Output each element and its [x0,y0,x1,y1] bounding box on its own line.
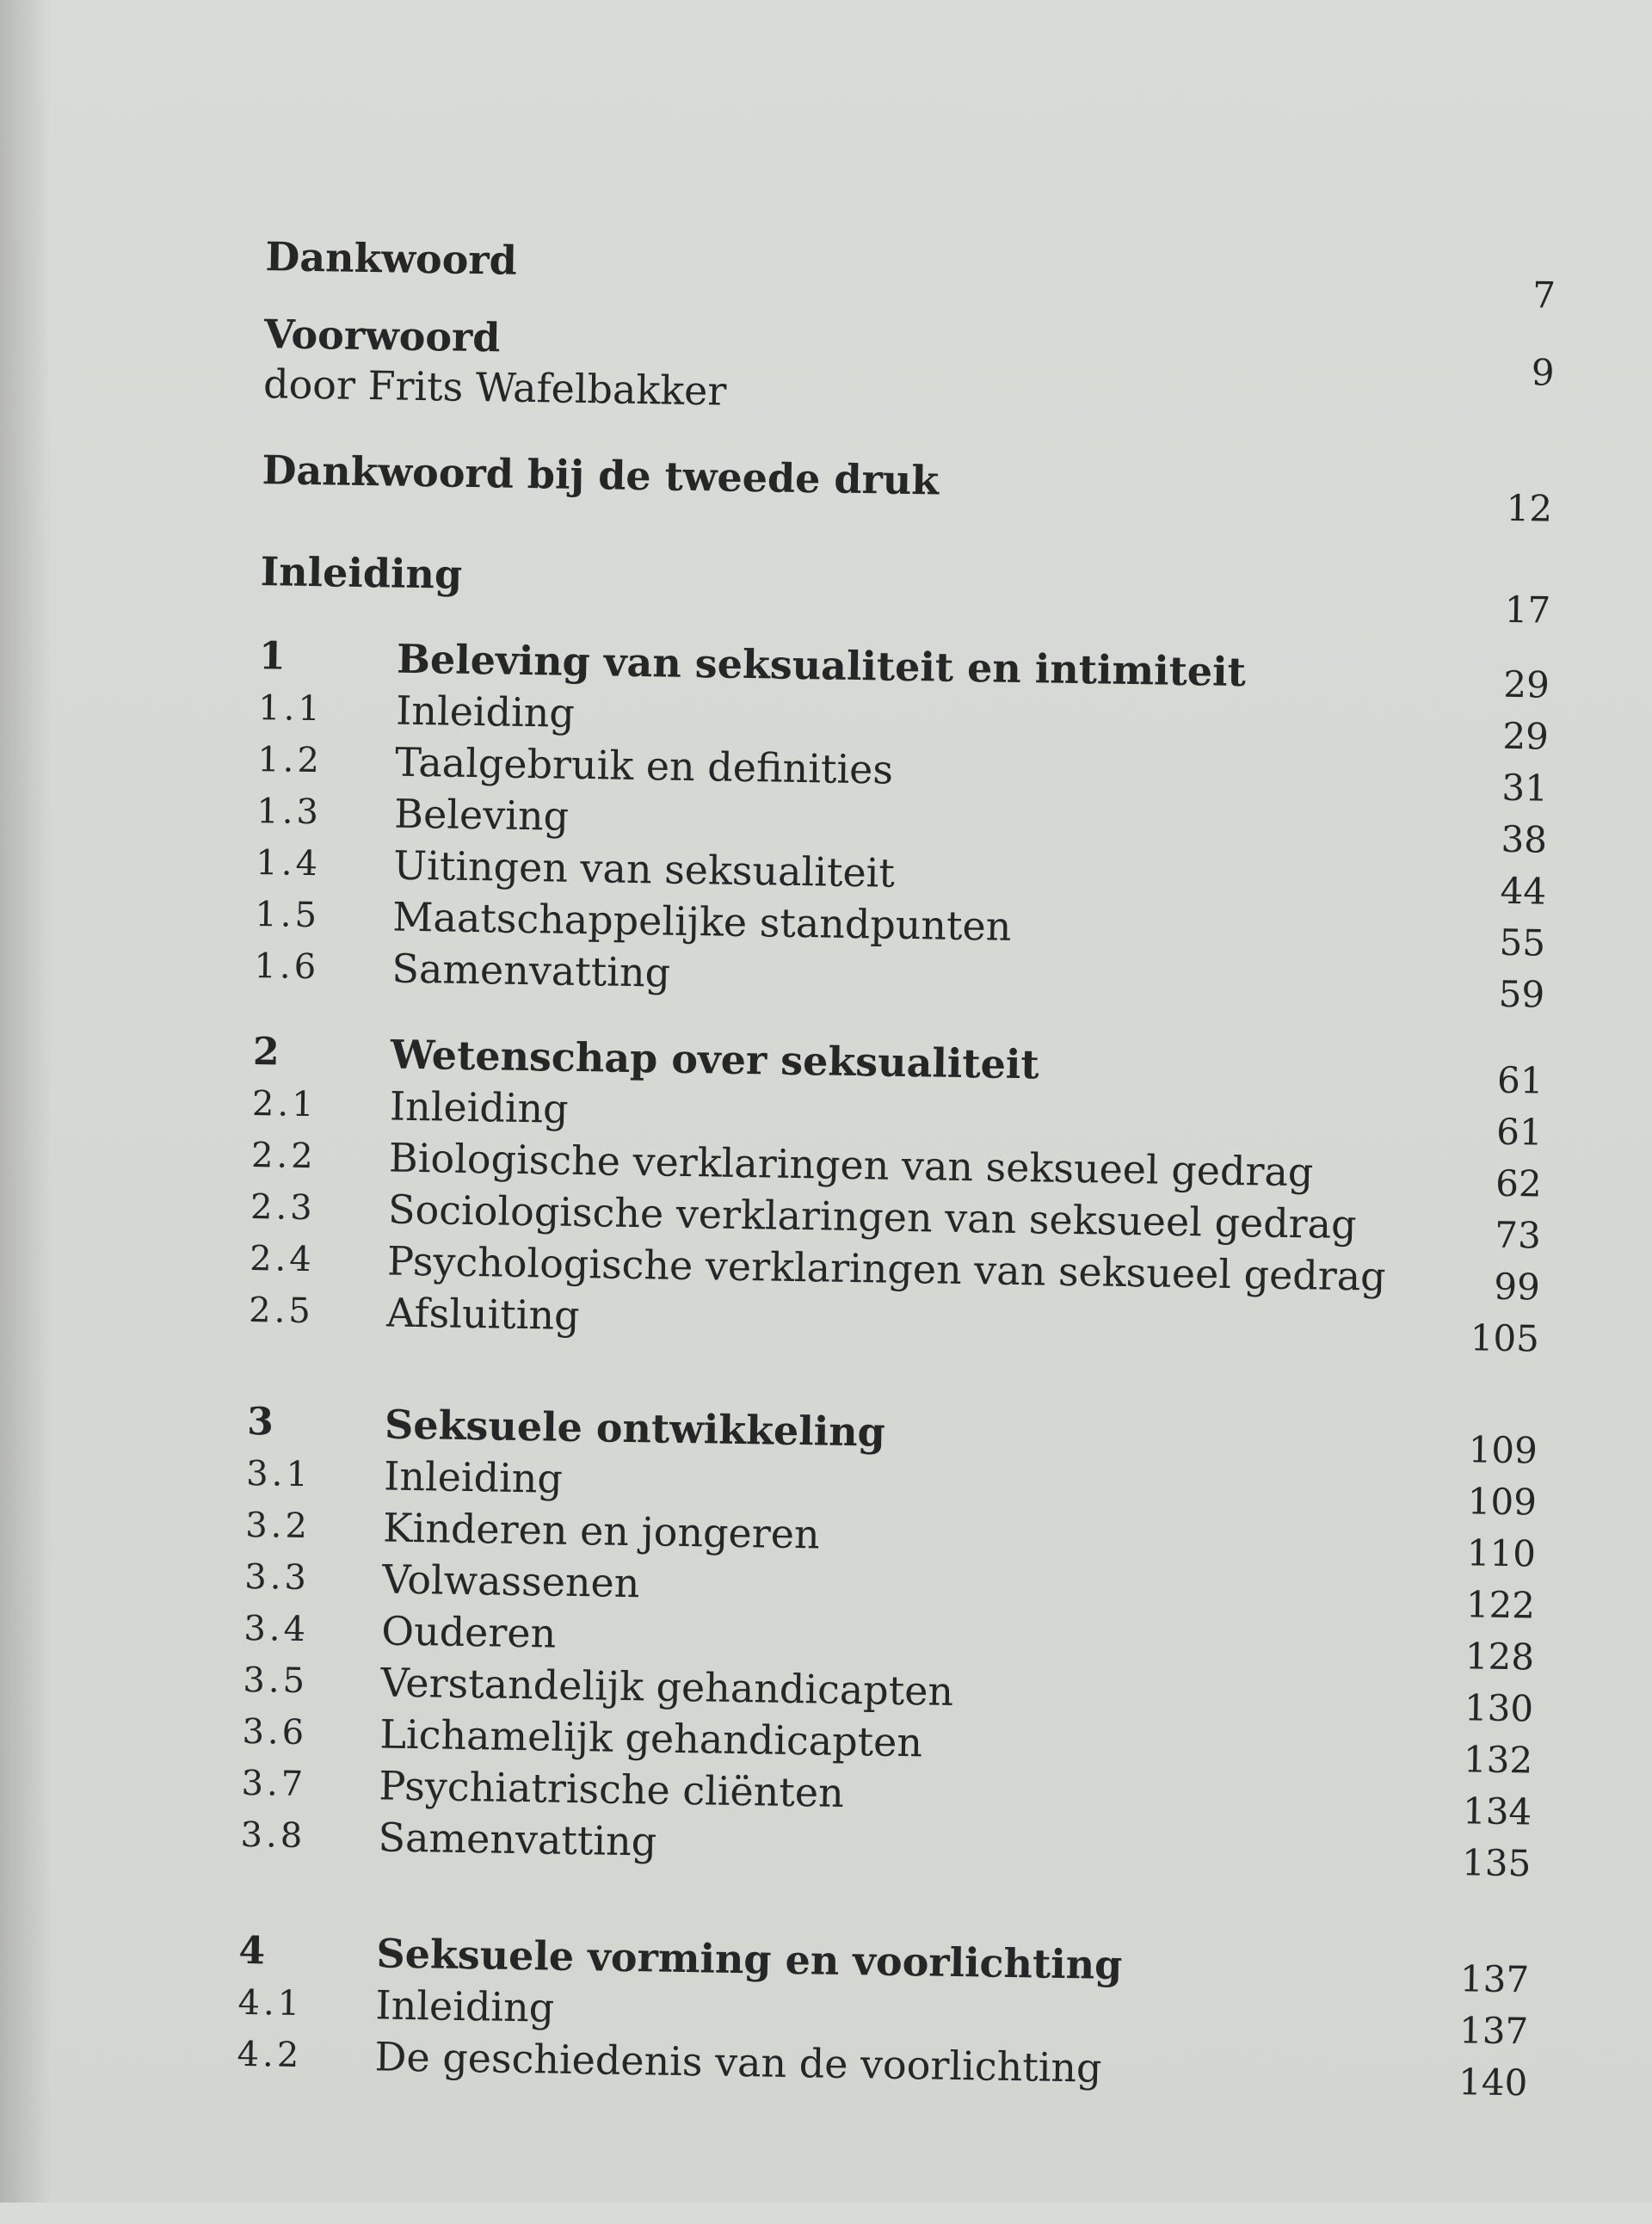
section-number: 1.5 [255,895,321,936]
toc-entry-page: 7 [1532,274,1556,317]
section-title: Uitingen van seksualiteit [392,841,896,896]
section-page: 132 [1463,1738,1533,1782]
toc-entry-title: Voorwoord [263,311,501,361]
section-number: 3.2 [244,1505,311,1547]
section-number: 2.3 [250,1187,317,1229]
section-page: 55 [1499,921,1546,964]
toc-entry-page: 12 [1506,486,1553,530]
section-page: 44 [1500,869,1547,913]
section-number: 1.4 [256,843,322,884]
toc-entry-inleiding [260,547,1551,631]
section-number: 3.3 [243,1556,311,1599]
section-number: 2.4 [249,1239,316,1280]
section-page: 135 [1461,1841,1532,1885]
chapter-number: 1 [258,634,290,679]
section-number: 1.3 [256,792,323,833]
section-title: Beleving [393,790,570,840]
section-number: 2.2 [250,1136,317,1177]
section-page: 128 [1464,1635,1535,1679]
chapter-page: 61 [1496,1058,1544,1102]
section-number: 1.1 [257,688,324,730]
toc-entry-dankwoord [265,232,1556,317]
section-page: 59 [1498,972,1545,1016]
toc-entry-title: Dankwoord [265,233,518,284]
section-title: Sociologische verklaringen van seksueel gedrag [387,1186,1357,1248]
section-page: 122 [1465,1583,1536,1627]
chapter-number: 3 [246,1399,278,1445]
section-page: 109 [1467,1480,1538,1524]
toc-entry-title: Inleiding [260,548,463,598]
section-page: 130 [1464,1686,1534,1730]
section-number: 4.2 [237,2034,303,2076]
chapter-page: 137 [1459,1957,1530,2001]
section-title: Inleiding [383,1452,564,1502]
toc-entry-dankwoord-tweede-druk [262,446,1553,530]
chapter-title: Seksuele vorming en voorlichting [376,1930,1123,1989]
section-title: Taalgebruik en definities [394,738,894,793]
section-title: Verstandelijk gehandicapten [380,1659,954,1715]
toc-entry-title: Dankwoord bij de tweede druk [262,447,940,504]
section-title: Lichamelijk gehandicapten [379,1710,923,1766]
section-title: De geschiedenis van de voorlichting [374,2033,1102,2092]
section-number: 1.6 [254,946,320,988]
section-title: Inleiding [375,1981,555,2031]
section-title: Volwassenen [381,1556,640,1607]
chapter-title: Beleving van seksualiteit en intimiteit [396,635,1247,696]
toc-entry-voorwoord [262,310,1556,415]
section-title: Maatschappelijke standpunten [391,893,1012,950]
section-title: Psychiatrische cliënten [379,1762,845,1816]
section-number: 2.1 [251,1084,317,1125]
section-page: 38 [1501,817,1548,861]
section-title: Psychologische verklaringen van seksueel gedrag [386,1237,1387,1300]
section-page: 31 [1501,766,1549,810]
section-title: Samenvatting [391,945,671,996]
chapter-number: 4 [238,1928,269,1974]
section-page: 99 [1493,1265,1541,1309]
section-number: 3.8 [240,1814,306,1857]
section-title: Inleiding [395,687,576,736]
section-title: Kinderen en jongeren [382,1504,821,1558]
chapter-number: 2 [252,1030,283,1075]
section-title: Biologische verklaringen van seksueel gedrag [388,1134,1314,1196]
section-number: 1.2 [256,740,324,781]
toc-entry-page: 9 [1531,351,1555,394]
section-number: 3.5 [243,1660,309,1702]
section-number: 2.5 [248,1290,315,1332]
section-number: 3.4 [243,1608,310,1650]
section-page: 29 [1502,714,1550,758]
section-number: 3.7 [241,1763,307,1805]
section-number: 3.1 [245,1453,312,1495]
toc-entry-page: 17 [1504,588,1551,631]
section-page: 140 [1458,2061,1528,2104]
chapter-title: Wetenschap over seksualiteit [390,1031,1040,1088]
section-page: 61 [1495,1110,1544,1154]
section-page: 105 [1470,1316,1540,1360]
section-title: Ouderen [380,1607,557,1657]
chapter-page: 29 [1502,662,1550,706]
toc-entry-subtitle: door Frits Wafelbakker [262,360,727,415]
section-page: 134 [1462,1790,1532,1833]
section-number: 3.6 [242,1711,308,1753]
section-number: 4.1 [237,1982,304,2024]
section-page: 137 [1458,2009,1529,2053]
section-page: 110 [1466,1531,1537,1575]
section-title: Inleiding [389,1082,570,1132]
section-title: Samenvatting [378,1814,657,1865]
section-page: 62 [1495,1161,1543,1205]
section-title: Afsluiting [385,1289,580,1340]
chapter-title: Seksuele ontwikkeling [384,1401,886,1456]
chapter-page: 109 [1468,1428,1538,1472]
section-page: 73 [1494,1213,1542,1257]
